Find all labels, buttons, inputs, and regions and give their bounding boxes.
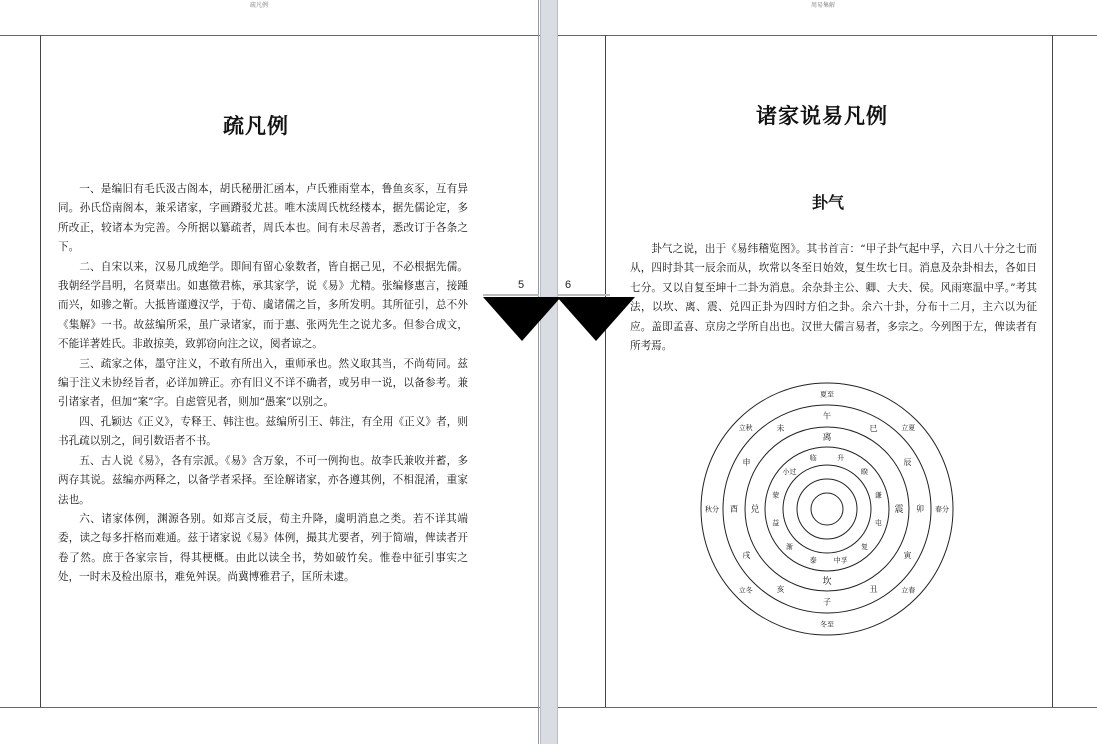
- diagram-center-label: 小过: [782, 467, 797, 476]
- page-edge-line: [538, 0, 539, 744]
- ring-5: [783, 465, 871, 553]
- diagram-ring-label: 午: [823, 411, 831, 421]
- paragraph: 二、自宋以来，汉易几成绝学。即间有留心象数者，皆自据己见，不必根据先儒。我朝经学昌明，名贤辈出。如惠徵君栋，承其家学，说《易》尤精。张编修惠言，接踵而兴，如骖之靳。大抵皆谨遵汉学，于荀、虞诸儒之旨，多所发明。其所征引，总不外《集解》一书。故兹编所采，虽广录诸家，而于惠、张两先生之说尤多。但参合成文，不能详著姓氏。非敢掠美，致郭窃向注之议，阅者谅之。: [58, 260, 468, 351]
- gua-qi-diagram: [690, 380, 965, 638]
- diagram-outer-label: 立秋: [738, 424, 753, 432]
- diagram-cardinal-label: 兑: [750, 505, 760, 515]
- margin-line-right: [1052, 35, 1053, 707]
- diagram-center-label: 泰: [809, 556, 817, 565]
- diagram-outer-label: 立春: [901, 586, 916, 595]
- diagram-outer-label: 夏至: [820, 390, 834, 399]
- diagram-center-label: 益: [772, 519, 780, 528]
- diagram-center-label: 谦: [874, 491, 882, 500]
- diagram-ring-label: 寅: [903, 551, 912, 561]
- diagram-ring-label: 丑: [869, 585, 878, 595]
- section-title: 卦气: [812, 193, 845, 212]
- diagram-center-label: 睽: [861, 467, 868, 476]
- paragraph: 五、古人说《易》，各有宗派。《易》含万象，不可一例拘也。故李氏兼收并蓄，多两存其说。兹编亦两释之，以备学者采择。至诠解诸家，亦各遵其例，不相混淆，重家法也。: [58, 454, 468, 506]
- paragraph: 卦气之说，出于《易纬稽览图》。其书首言：“甲子卦气起中孚，六日八十分之七而从，四时卦其一辰余而从，坎常以冬至日始效，复生坎七日。消息及杂卦相去，各如日七分。又以自复至坤十二卦为消息。余杂卦主公、卿、大夫、侯。风雨寒温中孚。”考其法，以坎、离、震、兑四正卦为四时方伯之卦。余六十卦，分布十二月，主六以为征应。盖即孟喜、京房之学所自出也。汉世大儒言易者，多宗之。今列图于左，俾读者有所考焉。: [630, 243, 1037, 353]
- running-head-right: 周易集解: [811, 2, 836, 9]
- diagram-ring-label: 戌: [742, 551, 751, 561]
- diagram-center-label: 临: [809, 454, 817, 463]
- diagram-center-label: 渐: [786, 542, 793, 551]
- previous-page-arrow-icon[interactable]: [483, 297, 561, 341]
- diagram-center-label: 复: [861, 542, 868, 551]
- page-top-rule: [0, 35, 540, 36]
- diagram-ring-label: 辰: [903, 458, 912, 468]
- page-title: 诸家说易凡例: [756, 103, 888, 128]
- gua-qi-circle-diagram: [690, 380, 965, 638]
- page-bottom-rule: [0, 707, 540, 708]
- diagram-center-label: 升: [837, 454, 845, 463]
- diagram-outer-label: 春分: [935, 505, 949, 514]
- diagram-outer-label: 立夏: [901, 424, 916, 432]
- next-page-arrow-icon[interactable]: [557, 297, 635, 341]
- diagram-cardinal-label: 坎: [822, 577, 832, 587]
- running-head-left: 疏凡例: [250, 2, 269, 9]
- diagram-ring-label: 巳: [869, 424, 878, 434]
- diagram-outer-label: 立冬: [738, 586, 753, 595]
- paragraph: 四、孔颖达《正义》，专释王、韩注也。兹编所引王、韩注，有全用《正义》者，则书孔疏以别之，间引数语者不书。: [58, 415, 468, 448]
- diagram-ring-label: 酉: [730, 504, 738, 514]
- diagram-outer-label: 秋分: [705, 505, 719, 514]
- ring-inner: [811, 493, 843, 525]
- nav-bar-left: [483, 294, 539, 296]
- paragraph: 一、是编旧有毛氏汲古阁本，胡氏秘册汇函本，卢氏雅雨堂本，鲁鱼亥豕，互有异同。孙氏岱南阁本，兼采诸家，字画蹐驳尤甚。唯木渎周氏枕经楼本，据先儒论定，多所改正，较诸本为完善。今所据以纂疏者，周氏本也。间有未尽善者，悉改订于各条之下。: [58, 183, 468, 254]
- page-top-rule: [558, 35, 1097, 36]
- ring-3: [742, 427, 909, 591]
- page-number-left: 5: [518, 279, 525, 291]
- diagram-ring-label: 申: [742, 458, 751, 468]
- diagram-center-label: 中孚: [833, 556, 848, 565]
- ring-4: [765, 447, 889, 571]
- nav-bar-right: [558, 294, 610, 296]
- body-text: [630, 240, 1037, 356]
- page-bottom-rule: [558, 707, 1097, 708]
- body-text: [58, 180, 468, 588]
- page-number-right: 6: [565, 279, 572, 291]
- page-title: 疏凡例: [223, 113, 289, 138]
- ring-6: [797, 479, 857, 539]
- paragraph: 三、疏家之体，墨守注义，不敢有所出入，重师承也。然义取其当，不尚苟同。兹编于注义未协经旨者，必详加辨正。亦有旧义不详不确者，或另申一说，以备参考。兼引诸家者，但加“案”字。自虑管见者，则加“愚案”以别之。: [58, 357, 468, 409]
- paragraph: 六、诸家体例，渊源各别。如郑言爻辰，荀主升降，虞明消息之类。若不详其端委，读之每多扞格而难通。兹于诸家说《易》体例，撮其尤要者，列于简端，俾读者开卷了然。庶于各家宗旨，得其梗概。由此以读全书，势如破竹矣。惟卷中征引事实之处，一时未及检出原书，难免舛误。尚冀博雅君子，匡所未逮。: [58, 512, 468, 584]
- diagram-ring-label: 未: [776, 424, 785, 434]
- diagram-cardinal-label: 离: [822, 433, 832, 443]
- diagram-ring-label: 卯: [916, 504, 924, 514]
- margin-line-left: [40, 35, 41, 707]
- diagram-ring-label: 子: [823, 597, 831, 607]
- diagram-center-label: 蒙: [772, 491, 780, 500]
- page-gutter: [540, 0, 558, 744]
- margin-line-left: [605, 35, 606, 707]
- diagram-center-label: 屯: [874, 519, 882, 528]
- diagram-cardinal-label: 震: [894, 505, 904, 515]
- diagram-ring-label: 亥: [776, 585, 785, 595]
- diagram-outer-label: 冬至: [820, 620, 834, 629]
- left-page: [0, 0, 540, 744]
